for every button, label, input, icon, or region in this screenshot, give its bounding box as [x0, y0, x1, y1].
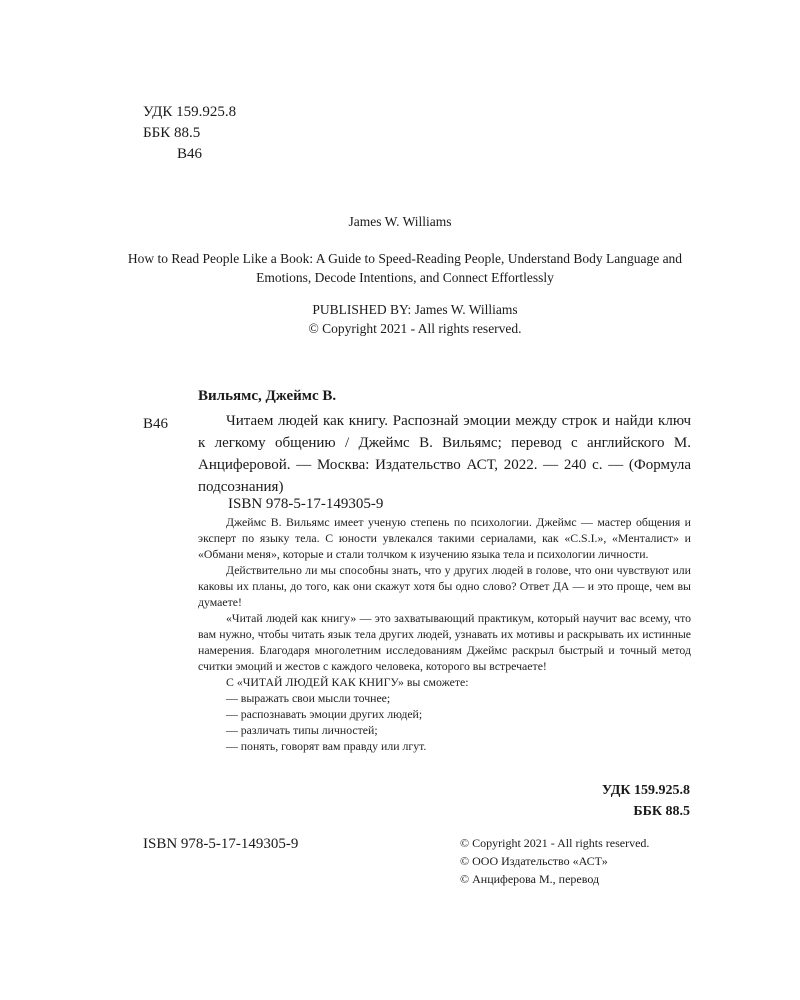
copyright-line: © ООО Издательство «АСТ» — [460, 854, 608, 868]
bbk-code: ББК 88.5 — [143, 125, 201, 141]
bibliographic-author-mark: В46 — [143, 416, 169, 432]
abstract-paragraph-3: «Читай людей как книгу» — это захватывающий практикум, который научит вас всему, что вам нужно, чтобы читать язык тела других людей, узнавать их мотивы и раскрывать их истинные намерения. Благодаря многолетним исследованиям Джеймс раскрыл быстрый и точный метод считки эмоций и жестов с каждого человека, которого вы встречаете! — [198, 611, 691, 673]
author-name: James W. Williams — [348, 214, 452, 229]
classification-codes-top — [143, 102, 236, 165]
bbk-code-bottom: ББК 88.5 — [633, 804, 690, 819]
copyright-line: © Анциферова М., перевод — [460, 872, 600, 886]
abstract — [198, 514, 691, 754]
abstract-paragraph-1: Джеймс В. Вильямс имеет ученую степень по психологии. Джеймс — мастер общения и эксперт по языку тела. С юности увлекался такими сериалами, как «C.S.I.», «Менталист» и «Обмани меня», которые и стали толчком к изучению языка тела и психологии личности. — [198, 515, 691, 561]
copyright-english: © Copyright 2021 - All rights reserved. — [308, 321, 522, 336]
isbn-bibliographic: ISBN 978-5-17-149305-9 — [228, 496, 384, 512]
list-item: — понять, говорят вам правду или лгут. — [226, 739, 427, 753]
abstract-list-heading: С «ЧИТАЙ ЛЮДЕЙ КАК КНИГУ» вы сможете: — [226, 675, 469, 689]
udk-code-bottom: УДК 159.925.8 — [601, 783, 690, 798]
bibliographic-description: Читаем людей как книгу. Распознай эмоции между строк и найди ключ к легкому общению / Джеймс В. Вильямс; перевод с английского М. Анциферовой. — Москва: Издательство АСТ, 2022. — 240 с. — (Формула подсознания) — [198, 413, 691, 495]
classification-codes-bottom — [500, 780, 690, 822]
published-by: PUBLISHED BY: James W. Williams — [312, 302, 518, 317]
list-item: — распознавать эмоции других людей; — [226, 707, 423, 721]
list-item: — различать типы личностей; — [226, 723, 378, 737]
isbn-bottom: ISBN 978-5-17-149305-9 — [143, 836, 299, 852]
abstract-paragraph-2: Действительно ли мы способны знать, что у других людей в голове, что они чувствуют или каковы их планы, до того, как они скажут хотя бы одно слово? Ответ ДА — и это проще, чем вы думаете! — [198, 563, 691, 609]
list-item: — выражать свои мысли точнее; — [226, 691, 391, 705]
publication-info — [0, 300, 800, 338]
udk-code: УДК 159.925.8 — [143, 104, 237, 120]
copyright-block — [460, 834, 649, 888]
original-book-title: How to Read People Like a Book: A Guide to Speed-Reading People, Understand Body Language and Emotions, Decode Intentions, and Connect Effortlessly — [127, 251, 683, 285]
author-mark: В46 — [177, 146, 203, 162]
bibliographic-author: Вильямс, Джеймс В. — [198, 388, 337, 404]
copyright-line: © Copyright 2021 - All rights reserved. — [460, 836, 650, 850]
